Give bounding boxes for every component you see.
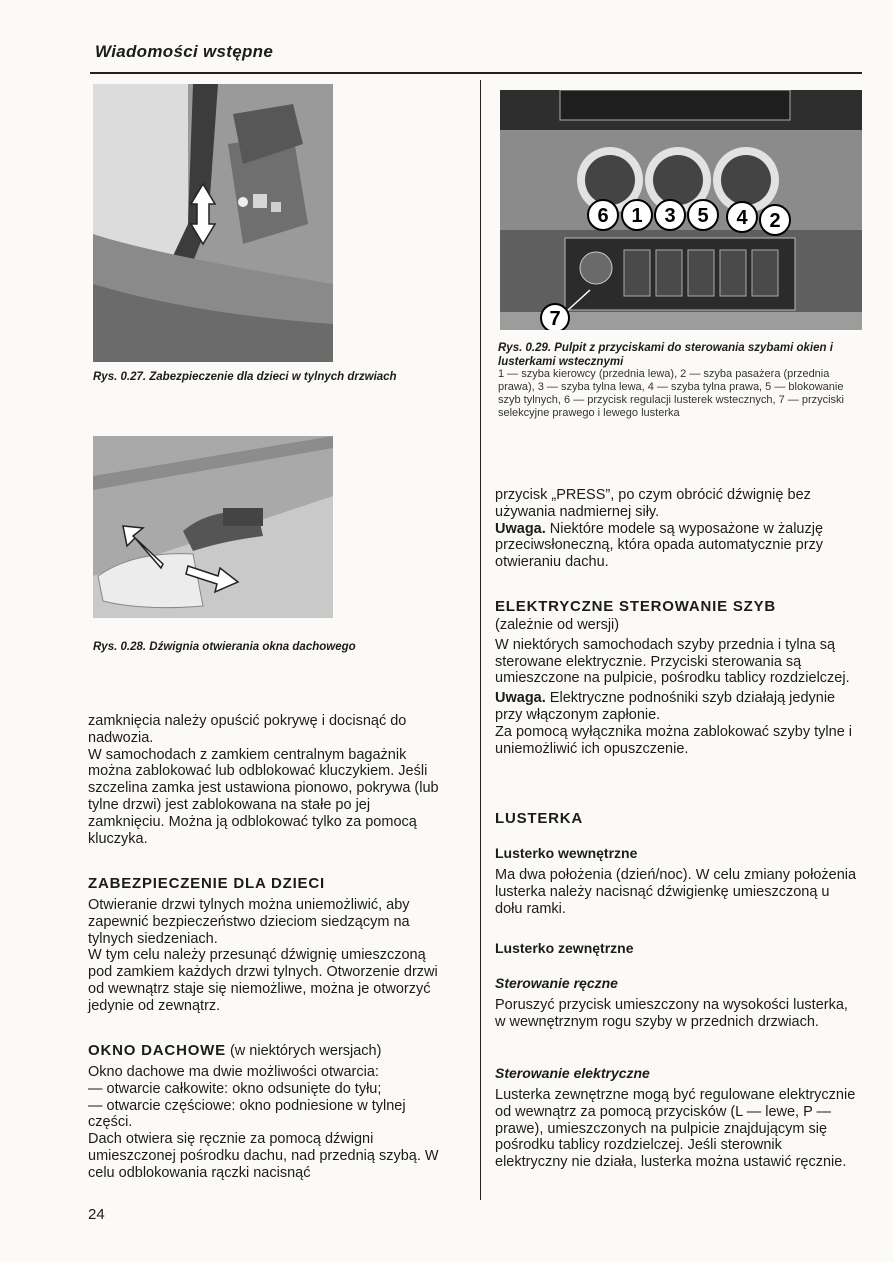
marker-2 (760, 205, 790, 235)
figure-0-29-photo (500, 90, 862, 330)
figure-0-28-caption: Rys. 0.28. Dźwignia otwierania okna dachowego (93, 641, 356, 653)
child-lock-para-2: W tym celu należy przesunąć dźwignię umieszczoną pod zamkiem każdych drzwi tylnych. Otworzenie drzwi od wewnątrz staje się niemożliwe, można je otworzyć jedynie od zewnątrz. (88, 947, 438, 1014)
right-cont (495, 487, 857, 571)
intro-para-1: zamknięcia należy opuścić pokrywę i docisnąć do nadwozia. (88, 713, 407, 746)
subsection-outer-mirror: Lusterko zewnętrzne (495, 940, 634, 956)
inner-mirror-text: Ma dwa położenia (dzień/noc). W celu zmiany położenia lusterka należy nacisnąć dźwigienkę umieszczoną u dołu ramki. (495, 867, 857, 917)
child-lock-para-1: Otwieranie drzwi tylnych można uniemożliwić, aby zapewnić bezpieczeństwo dzieciom siedzącym na tylnych siedzeniach. (88, 897, 410, 947)
intro-para-2: W samochodach z zamkiem centralnym bagażnik można zablokować lub odblokować kluczykiem. Jeśli szczelina zamka jest ustawiona pionowo, pokrywa (lub tylne drzwi) jest zablokowana na stałe po jej zamknięciu. Można ją odblokować tylko za pomocą kluczyka. (88, 746, 439, 847)
svg-text:1: 1 (631, 205, 643, 227)
marker-7 (541, 304, 569, 330)
roof-item-1: — otwarcie całkowite: okno odsunięte do tyłu; (88, 1080, 382, 1097)
windows-text (495, 617, 857, 757)
roof-para-2: Dach otwiera się ręcznie za pomocą dźwigni umieszczonej pośrodku dachu, nad przednią szybą. W celu odblokowania rączki nacisnąć (88, 1131, 439, 1181)
header-rule (90, 72, 862, 74)
section-title-roof (88, 1042, 381, 1059)
subsection-electric: Sterowanie elektryczne (495, 1065, 650, 1081)
marker-6 (588, 200, 618, 230)
electric-text: Lusterka zewnętrzne mogą być regulowane elektrycznie od wewnątrz za pomocą przycisków (L — lewe, P — prawe), umieszczonych na pulpicie znajdującym się pośrodku tablicy rozdzielczej. Jeśli sterownik elektryczny nie działa, lusterka można ustawić ręcznie. (495, 1087, 856, 1171)
windows-para-2: Za pomocą wyłącznika można zablokować szyby tylne i uniemożliwić ich opuszczenie. (495, 723, 853, 757)
section-title-windows: ELEKTRYCZNE STEROWANIE SZYB (495, 598, 777, 615)
section-title-mirrors: LUSTERKA (495, 810, 584, 827)
roof-title: OKNO DACHOWE (88, 1042, 226, 1059)
child-lock-text (88, 897, 448, 1015)
subsection-manual: Sterowanie ręczne (495, 975, 618, 991)
note-1: Uwaga. Niektóre modele są wyposażone w żaluzję przeciwsłoneczną, która opada automatycznie przy otwieraniu dachu. (495, 520, 824, 571)
roof-para-1: Okno dachowe ma dwie możliwości otwarcia: (88, 1064, 379, 1080)
marker-4 (727, 202, 757, 232)
marker-1 (622, 200, 652, 230)
svg-text:6: 6 (597, 205, 609, 227)
roof-title-suffix: (w niektórych wersjach) (229, 1043, 382, 1059)
page-number: 24 (88, 1206, 105, 1223)
svg-text:3: 3 (664, 205, 676, 227)
roof-item-2: — otwarcie częściowe: okno podniesione w tylnej części. (88, 1097, 406, 1131)
cont-para: przycisk „PRESS”, po czym obrócić dźwignię bez używania nadmiernej siły. (495, 487, 811, 520)
left-intro (88, 713, 448, 847)
figure-0-29-caption: Rys. 0.29. Pulpit z przyciskami do sterowania szybami okien i lusterkami wstecznymi (498, 342, 833, 368)
roof-text (88, 1064, 448, 1182)
figure-0-28-photo (93, 436, 333, 618)
windows-sub: (zależnie od wersji) (495, 617, 620, 633)
figure-0-27-photo (93, 84, 333, 362)
svg-text:5: 5 (697, 205, 709, 227)
svg-text:4: 4 (736, 207, 748, 229)
section-title-child-lock: ZABEZPIECZENIE DLA DZIECI (88, 875, 325, 892)
svg-text:2: 2 (769, 210, 781, 232)
marker-3 (655, 200, 685, 230)
running-header: Wiadomości wstępne (95, 42, 274, 61)
marker-5 (688, 200, 718, 230)
manual-text: Poruszyć przycisk umieszczony na wysokości lusterka, w wewnętrznym rogu szyby w przednich drzwiach. (495, 997, 848, 1030)
svg-text:7: 7 (549, 308, 561, 330)
figure-0-29-legend: 1 — szyba kierowcy (przednia lewa), 2 — szyba pasażera (przednia prawa), 3 — szyba tylna lewa, 4 — szyba tylna prawa, 5 — blokowanie szyb tylnych, 6 — przycisk regulacji lusterek wstecznych, 7 — przyciski selekcyjne prawego i lewego lusterka (498, 368, 844, 419)
windows-para-1: W niektórych samochodach szyby przednia i tylna są sterowane elektrycznie. Przyciski sterowania są umieszczone na pulpicie, pośrodku tablicy rozdzielczej. (495, 636, 850, 687)
figure-0-27-caption: Rys. 0.27. Zabezpieczenie dla dzieci w tylnych drzwiach (93, 371, 397, 383)
column-divider (480, 80, 481, 1200)
subsection-inner-mirror: Lusterko wewnętrzne (495, 845, 638, 861)
note-2: Uwaga. Elektryczne podnośniki szyb działają jedynie przy włączonym zapłonie. (495, 690, 836, 723)
